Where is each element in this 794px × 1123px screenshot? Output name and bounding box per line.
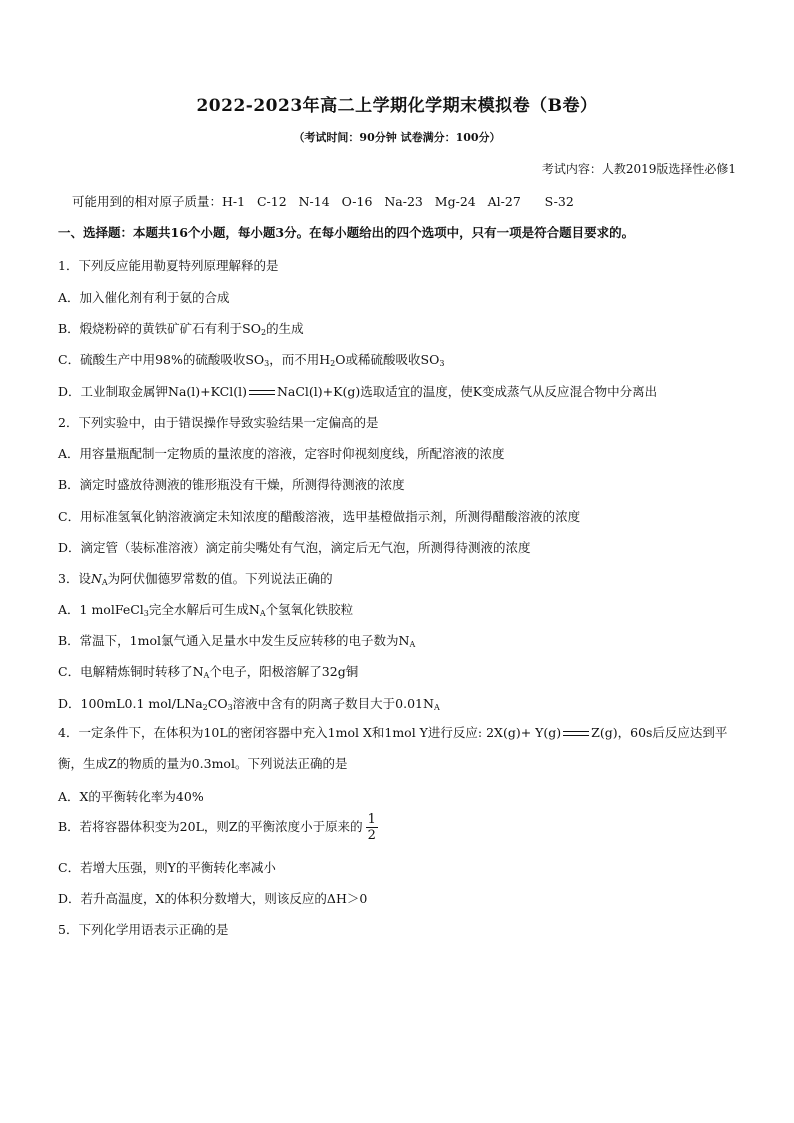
q3-option-a: A．1 molFeCl$_3$完全水解后可生成$N_A$个氢氧化铁胶粒 [58, 602, 354, 618]
q2-option-c: C．用标准氢氧化钠溶液滴定未知浓度的醋酸溶液，选甲基橙做指示剂，所测得醋酸溶液的浓度 [58, 509, 581, 524]
exam-subtitle: （考试时间：90分钟 试卷满分：100分） [293, 131, 501, 144]
q2-stem: 2．下列实验中，由于错误操作导致实验结果一定偏高的是 [58, 415, 379, 430]
equilibrium-arrow-icon [249, 390, 275, 396]
q4-option-b: B．若将容器体积变为20L，则Z的平衡浓度小于原来的 $\frac{1}{2}$ [58, 812, 376, 843]
q1-option-d: D．工业制取金属钾Na(l)+KCl(l) NaCl(l)+K(g)选取适宜的温度，使K变成蒸气从反应混合物中分离出 [58, 384, 658, 399]
q2-option-d: D．滴定管（装标准溶液）滴定前尖嘴处有气泡，滴定后无气泡，所测得待测液的浓度 [58, 540, 531, 555]
section-heading: 一、选择题：本题共16个小题，每小题3分。在每小题给出的四个选项中，只有一项是符合题目要求的。 [58, 225, 635, 240]
q2-option-b: B．滴定时盛放待测液的锥形瓶没有干燥，所测得待测液的浓度 [58, 477, 405, 492]
fraction-one-half: $\frac{1}{2}$ [367, 812, 376, 843]
q3-stem: 3．设$N_A$为阿伏伽德罗常数的值。下列说法正确的 [58, 571, 333, 587]
q3-option-c: C．电解精炼铜时转移了$N_A$个电子，阳极溶解了32g铜 [58, 664, 359, 680]
q4-stem: 4．一定条件下，在体积为10L的密闭容器中充入1mol X和1mol Y进行反应: 2X(g)+ Y(g) Z(g)，60s后反应达到平衡，生成Z的物质的量为0.3mol。下列说法正确的是 [58, 725, 728, 771]
q4-option-c: C．若增大压强，则Y的平衡转化率减小 [58, 860, 276, 875]
q4-option-a: A．X的平衡转化率为40% [58, 789, 204, 804]
exam-title: 2022-2023年高二上学期化学期末模拟卷（B卷） [196, 96, 598, 116]
equilibrium-arrow-icon [563, 731, 589, 737]
q3-option-d: D．100mL0.1 mol/$LNa_2CO_3$溶液中含有的阴离子数目大于$0.01N_A$ [58, 696, 440, 712]
q3-option-b: B．常温下，1mol氯气通入足量水中发生反应转移的电子数为$N_A$ [58, 633, 416, 649]
q1-option-b: B．煅烧粉碎的黄铁矿矿石有利于$SO_2$的生成 [58, 321, 304, 337]
atomic-masses: 可能用到的相对原子质量：H-1 C-12 N-14 O-16 Na-23 Mg-24 Al-27 S-32 [72, 194, 574, 209]
exam-scope: 考试内容：人教2019版选择性必修1 [541, 162, 736, 176]
q1-option-a: A．加入催化剂有利于氨的合成 [58, 290, 230, 305]
q1-stem: 1．下列反应能用勒夏特列原理解释的是 [58, 258, 279, 273]
q5-stem: 5．下列化学用语表示正确的是 [58, 922, 229, 937]
q2-option-a: A．用容量瓶配制一定物质的量浓度的溶液，定容时仰视刻度线，所配溶液的浓度 [58, 446, 505, 461]
q1-option-c: C．硫酸生产中用98%的硫酸吸收$SO_3$，而不用$H_2O$或稀硫酸吸收$SO_3$ [58, 352, 445, 368]
q4-option-d: D．若升高温度，X的体积分数增大，则该反应的ΔH＞0 [58, 891, 368, 906]
